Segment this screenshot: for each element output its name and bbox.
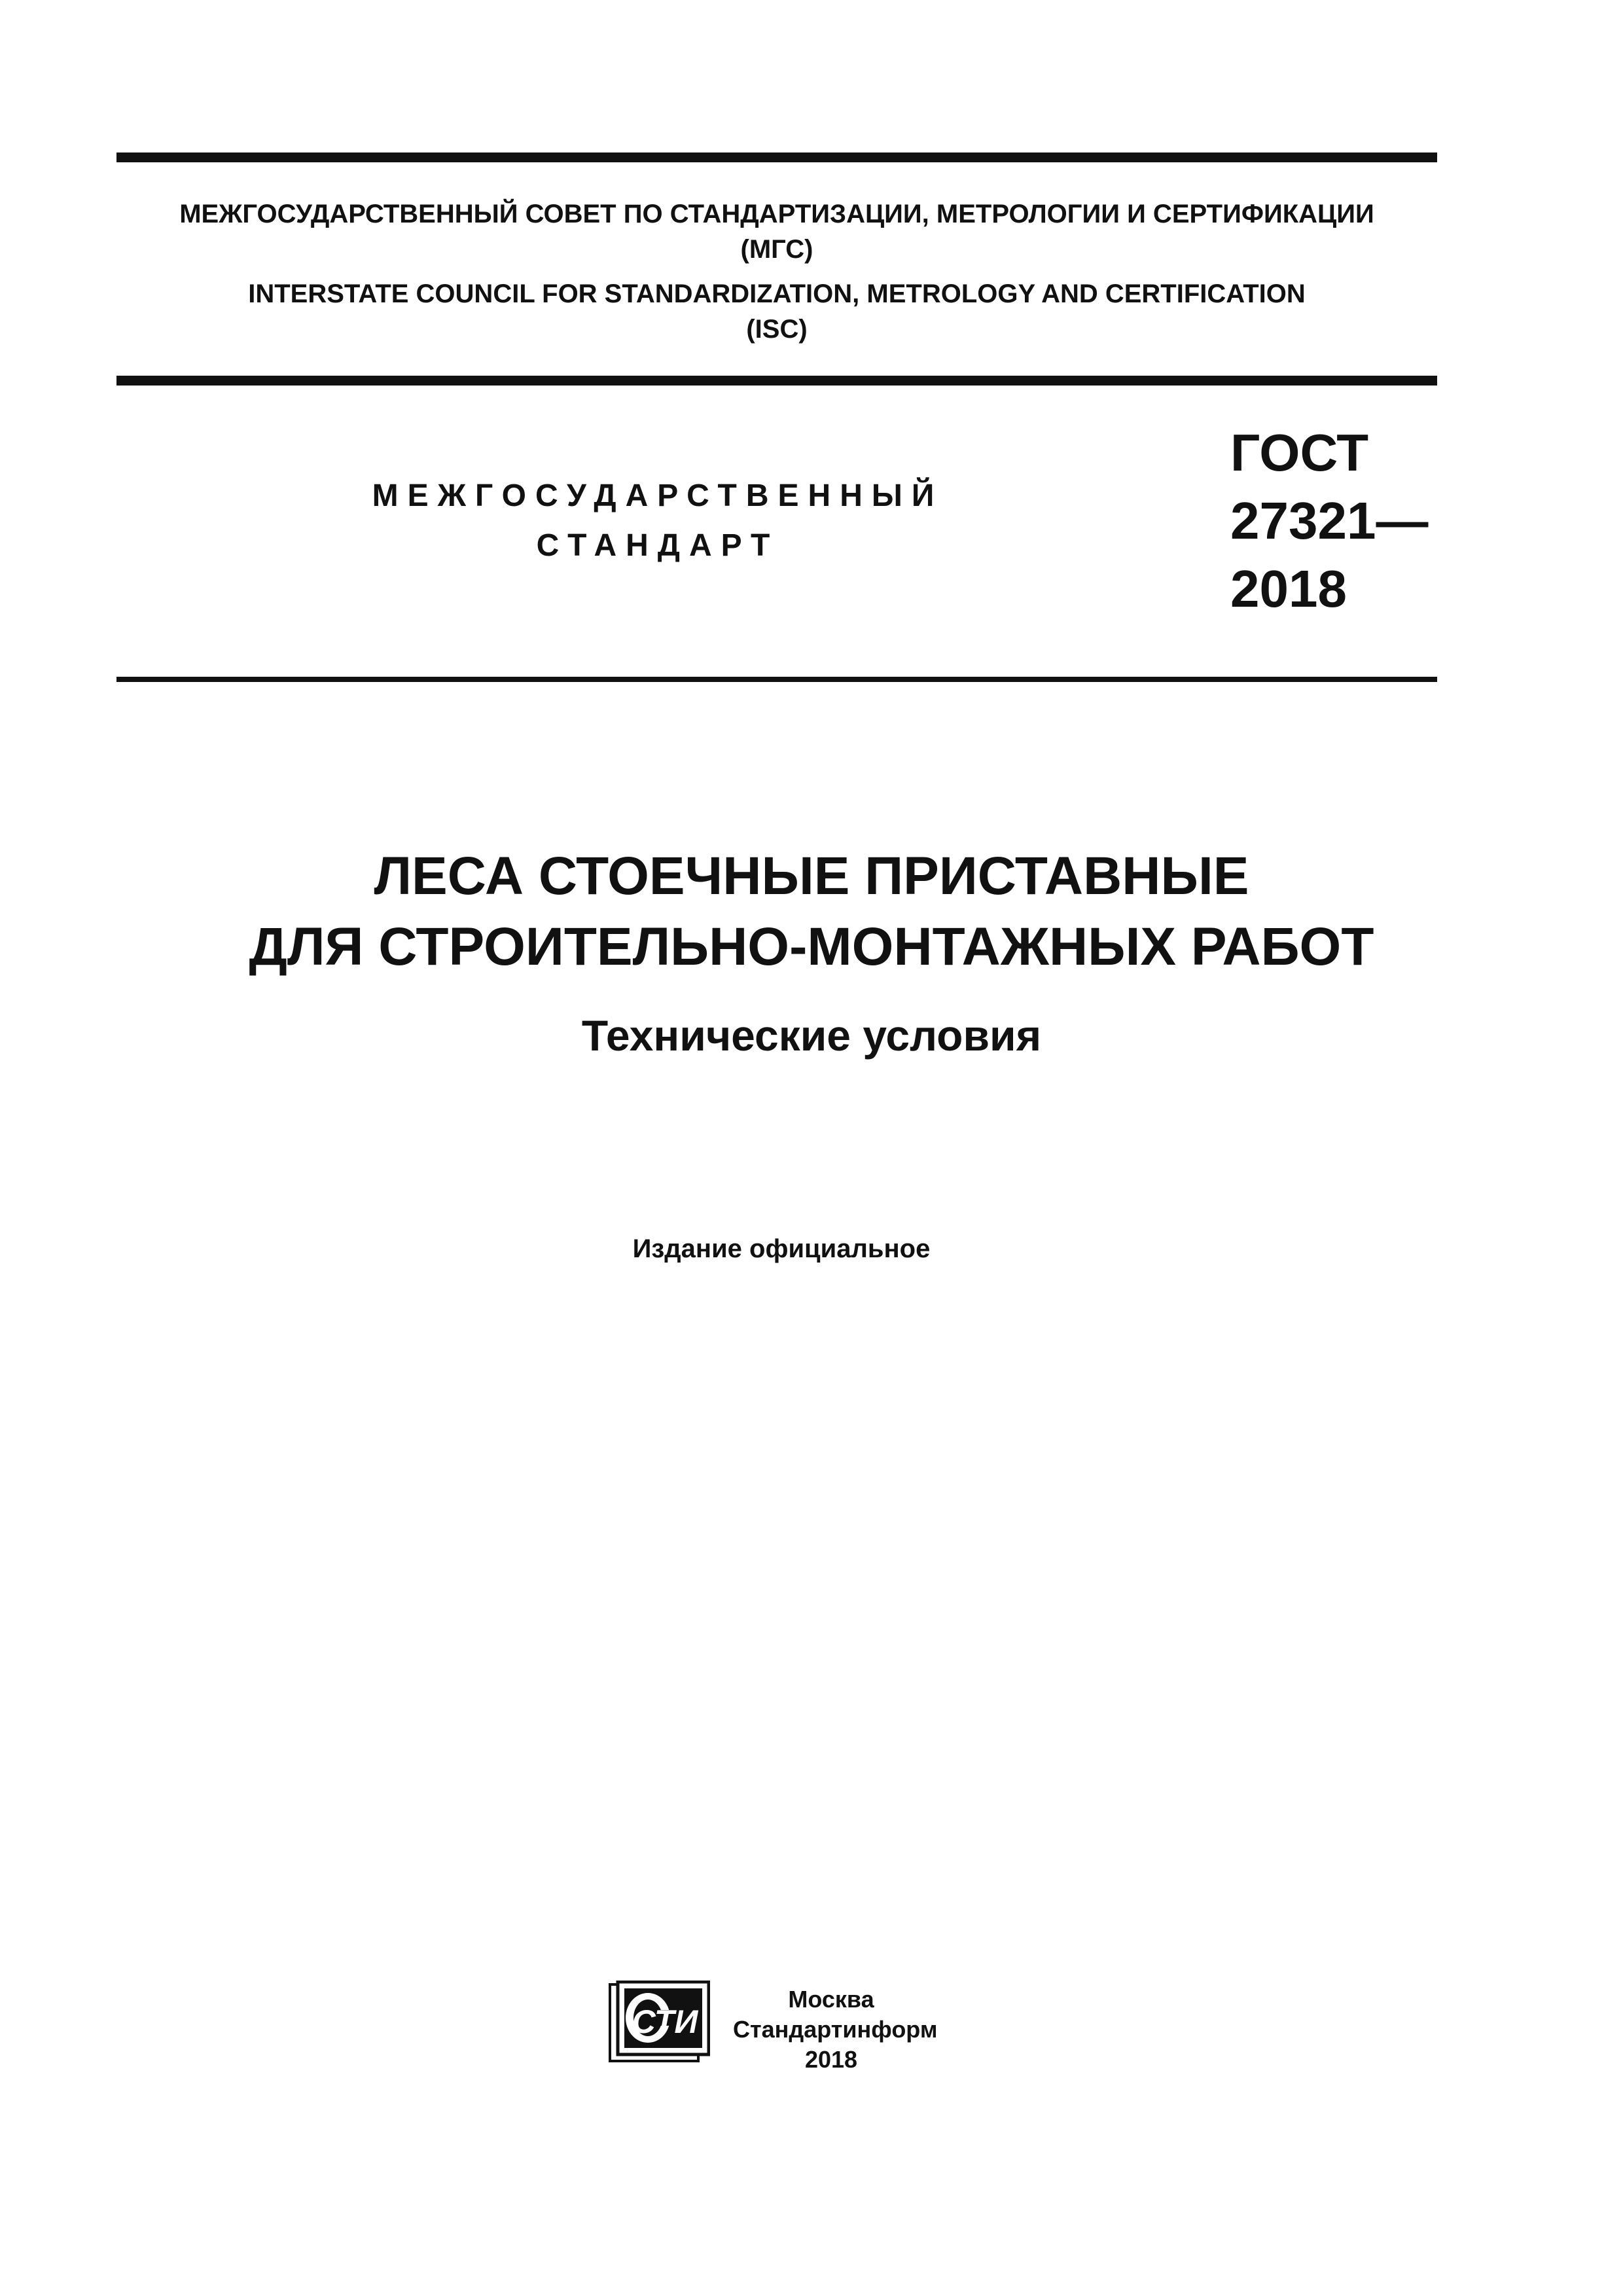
publisher-year: 2018 bbox=[804, 2046, 858, 2073]
publisher-city: Москва bbox=[788, 1986, 874, 2013]
council-abbr-en: (ISC) bbox=[746, 315, 808, 344]
council-abbr-ru: (МГС) bbox=[740, 235, 813, 264]
document-title-line1: ЛЕСА СТОЕЧНЫЕ ПРИСТАВНЫЕ bbox=[374, 846, 1249, 906]
publisher-info bbox=[733, 1984, 938, 2075]
gost-designation bbox=[1230, 419, 1428, 623]
publisher-name: Стандартинформ bbox=[733, 2016, 938, 2043]
bottom-rule bbox=[116, 677, 1437, 682]
edition-label: Издание официальное bbox=[632, 1234, 931, 1263]
council-name-en-line1: INTERSTATE COUNCIL FOR STANDARDIZATION, METROLOGY AND CERTIFICATION bbox=[248, 279, 1306, 308]
standartinform-logo-text: СТИ bbox=[632, 2003, 698, 2040]
top-rule bbox=[116, 152, 1437, 162]
council-name-ru-line1: МЕЖГОСУДАРСТВЕННЫЙ СОВЕТ ПО СТАНДАРТИЗАЦИИ, МЕТРОЛОГИИ И СЕРТИФИКАЦИИ bbox=[179, 200, 1374, 228]
gost-prefix: ГОСТ bbox=[1230, 423, 1369, 482]
middle-rule bbox=[116, 376, 1437, 386]
gost-number: 27321— bbox=[1230, 492, 1429, 550]
standard-type-line2: СТАНДАРТ bbox=[536, 528, 779, 563]
document-subtitle: Технические условия bbox=[581, 1011, 1042, 1060]
document-title-line2: ДЛЯ СТРОИТЕЛЬНО-МОНТАЖНЫХ РАБОТ bbox=[249, 917, 1374, 977]
council-name-en bbox=[116, 276, 1437, 347]
document-title bbox=[0, 841, 1623, 982]
standard-type-line1: МЕЖГОСУДАРСТВЕННЫЙ bbox=[372, 478, 944, 513]
standard-type bbox=[327, 471, 988, 571]
gost-year: 2018 bbox=[1230, 560, 1347, 618]
standartinform-logo-icon bbox=[609, 1981, 710, 2062]
council-name-ru bbox=[116, 196, 1437, 267]
